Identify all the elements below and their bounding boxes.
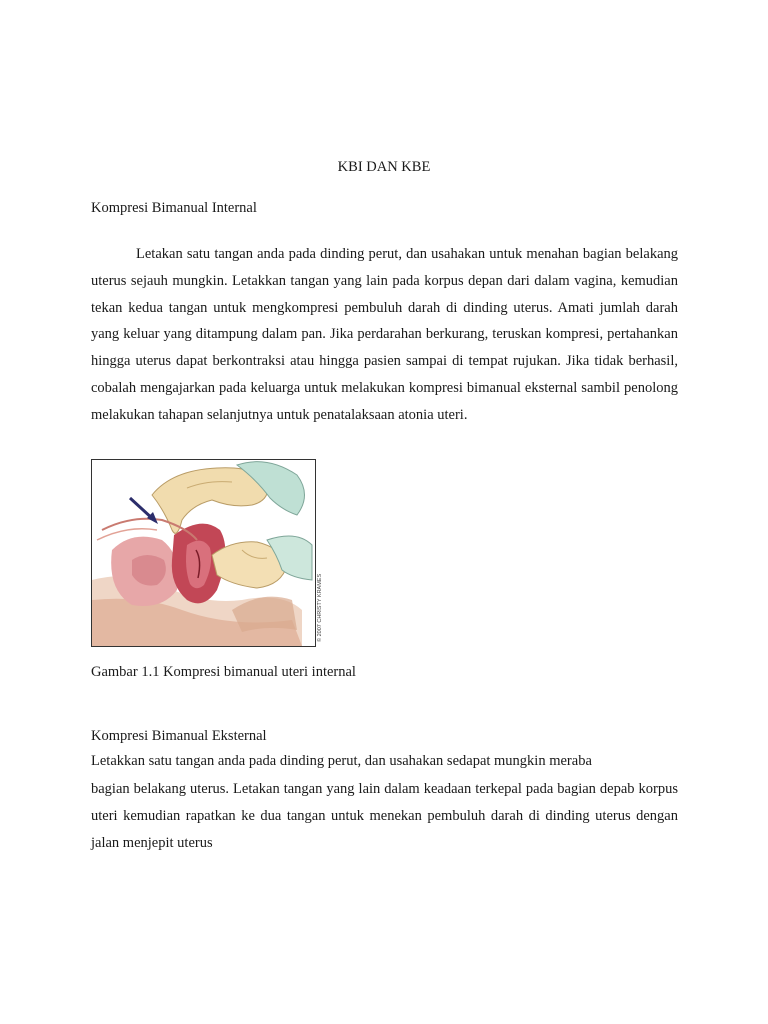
section-heading-external: Kompresi Bimanual Eksternal: [91, 728, 267, 744]
figure-bimanual-compression: [91, 459, 323, 647]
figure-credit: © 2007 CHRISTY KRAMES: [317, 573, 323, 642]
document-title: KBI DAN KBE: [337, 159, 431, 175]
paragraph-internal: Letakan satu tangan anda pada dinding perut, dan usahakan untuk menahan bagian belakang uterus sejauh mungkin. Letakkan tangan yang lain pada korpus depan dari dalam vagina, kemudian tekan kedua tangan untuk mengkompresi pembuluh darah di dinding uterus. Amati jumlah darah yang keluar yang ditampung dalam pan. Jika perdarahan berkurang, teruskan kompresi, pertahankan hingga uterus dapat berkontraksi atau hingga pasien sampai di tempat rujukan. Jika tidak berhasil, cobalah mengajarkan pada keluarga untuk melakukan kompresi bimanual eksternal sambil penolong melakukan tahapan selanjutnya untuk penatalaksaan atonia uteri.: [91, 246, 678, 423]
section-heading-internal: Kompresi Bimanual Internal: [91, 200, 257, 216]
paragraph-external: bagian belakang uterus. Letakan tangan yang lain dalam keadaan terkepal pada bagian depab korpus uteri kemudian rapatkan ke dua tangan untuk menekan pembuluh darah di dinding uterus dengan jalan menjepit uterus: [91, 781, 678, 851]
figure-caption: Gambar 1.1 Kompresi bimanual uteri internal: [91, 664, 356, 680]
paragraph-external-line1: Letakkan satu tangan anda pada dinding perut, dan usahakan sedapat mungkin meraba: [91, 753, 592, 769]
anatomical-illustration: [92, 460, 323, 646]
